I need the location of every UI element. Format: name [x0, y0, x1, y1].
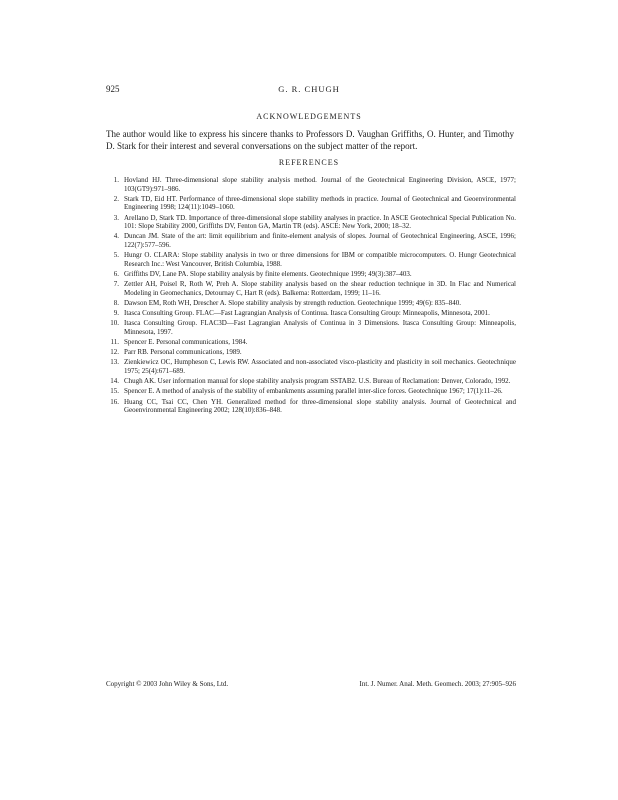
reference-item: [108, 319, 516, 336]
reference-text: Parr RB. Personal communications, 1989.: [124, 348, 242, 357]
reference-text: Dawson EM, Roth WH, Drescher A. Slope stability analysis by strength reduction. Geotechnique 1999; 49(6): 835–840.: [124, 298, 461, 307]
reference-item: [108, 251, 516, 268]
reference-number: 16.: [110, 397, 119, 406]
reference-item: [108, 299, 516, 308]
reference-number: 10.: [110, 319, 119, 328]
reference-item: [108, 377, 516, 386]
reference-number: 9.: [113, 309, 119, 318]
reference-text: Duncan JM. State of the art: limit equilibrium and finite-element analysis of slopes. Journal of Geotechnical Engineering, ASCE, 1996; 122(7):577–596.: [124, 232, 516, 249]
reference-text: Griffiths DV, Lane PA. Slope stability analysis by finite elements. Geotechnique 1999; 49(3):387–403.: [124, 269, 412, 278]
reference-item: [108, 214, 516, 231]
reference-number: 15.: [110, 387, 119, 396]
reference-text: Itasca Consulting Group. FLAC3D—Fast Lagrangian Analysis of Continua in 3 Dimensions. Itasca Consulting Group: Minneapolis, Minnesota, 1997.: [124, 319, 516, 336]
reference-text: Zienkiewicz OC, Humpheson C, Lewis RW. Associated and non-associated visco-plasticity and plasticity in soil mechanics. Geotechnique 1975; 25(4):671–689.: [124, 358, 516, 375]
page-number: 925: [106, 84, 120, 94]
reference-item: [108, 195, 516, 212]
reference-text: Hungr O. CLARA: Slope stability analysis in two or three dimensions for IBM or compatible microcomputers. O. Hungr Geotechnical Research Inc.: West Vancouver, British Columbia, 1988.: [124, 251, 516, 268]
reference-item: [108, 338, 516, 347]
copyright-footer: Copyright © 2003 John Wiley & Sons, Ltd.: [106, 680, 229, 688]
reference-text: Spencer E. Personal communications, 1984.: [124, 338, 248, 347]
reference-number: 4.: [113, 232, 119, 241]
reference-item: [108, 280, 516, 297]
reference-text: Itasca Consulting Group. FLAC—Fast Lagrangian Analysis of Continua. Itasca Consulting Group: Minneapolis, Minnesota, 2001.: [124, 309, 490, 318]
reference-number: 2.: [113, 194, 119, 203]
reference-number: 6.: [113, 269, 119, 278]
acknowledgements-text: The author would like to express his sincere thanks to Professors D. Vaughan Griffiths, O. Hunter, and Timothy D. Stark for their interest and several conversations on the subject matter of the report.: [106, 129, 514, 151]
reference-number: 13.: [110, 358, 119, 367]
reference-text: Huang CC, Tsai CC, Chen YH. Generalized method for three-dimensional slope stability analysis. Journal of Geotechnical and Geoenvironmental Engineering 2002; 128(10):836–848.: [124, 397, 516, 415]
running-head: G. R. CHUGH: [278, 84, 340, 94]
reference-item: [108, 348, 516, 357]
references-heading: REFERENCES: [278, 158, 340, 167]
reference-item: [108, 358, 516, 375]
reference-text: Hovland HJ. Three-dimensional slope stability analysis method. Journal of the Geotechnical Engineering Division, ASCE, 1977; 103(GT9):971–986.: [124, 176, 516, 193]
reference-item: [108, 387, 516, 396]
journal-citation-footer: Int. J. Numer. Anal. Meth. Geomech. 2003; 27:905–926: [359, 680, 516, 688]
reference-item: [108, 232, 516, 249]
reference-number: 1.: [113, 176, 119, 184]
acknowledgements-heading: ACKNOWLEDGEMENTS: [256, 112, 362, 121]
reference-text: Arellano D, Stark TD. Importance of three-dimensional slope stability analyses in practice. In ASCE Geotechnical Special Publication No. 101: Slope Stability 2000, Griffiths DV, Fenton GA, Martin TR (eds). ASCE: New York, 2000; 18–32.: [124, 213, 516, 231]
reference-text: Chugh AK. User information manual for slope stability analysis program SSTAB2. U.S. Bureau of Reclamation: Denver, Colorado, 1992.: [124, 377, 511, 386]
reference-number: 8.: [113, 298, 119, 307]
reference-number: 5.: [113, 251, 119, 260]
reference-number: 3.: [113, 213, 119, 222]
reference-item: [108, 398, 516, 415]
reference-list: [108, 176, 516, 416]
reference-item: [108, 270, 516, 279]
reference-number: 12.: [110, 348, 119, 357]
reference-number: 11.: [110, 338, 119, 347]
reference-item: [108, 176, 516, 193]
reference-number: 14.: [110, 377, 119, 386]
reference-text: Spencer E. A method of analysis of the stability of embankments assuming parallel inter-slice forces. Geotechnique 1967; 17(1):11–26.: [124, 387, 503, 396]
reference-item: [108, 309, 516, 318]
reference-text: Stark TD, Eid HT. Performance of three-dimensional slope stability methods in practice. Journal of Geotechnical and Geoenvironmental Engineering 1998; 124(11):1049–1060.: [124, 194, 516, 212]
reference-number: 7.: [113, 280, 119, 289]
reference-text: Zettler AH, Poisel R, Roth W, Preh A. Slope stability analysis based on the shear reduction technique in 3D. In Flac and Numerical Modeling in Geomechanics, Detournay C, Hart R (eds). Balkema: Rotterdam, 1999; 11–16.: [124, 280, 516, 297]
